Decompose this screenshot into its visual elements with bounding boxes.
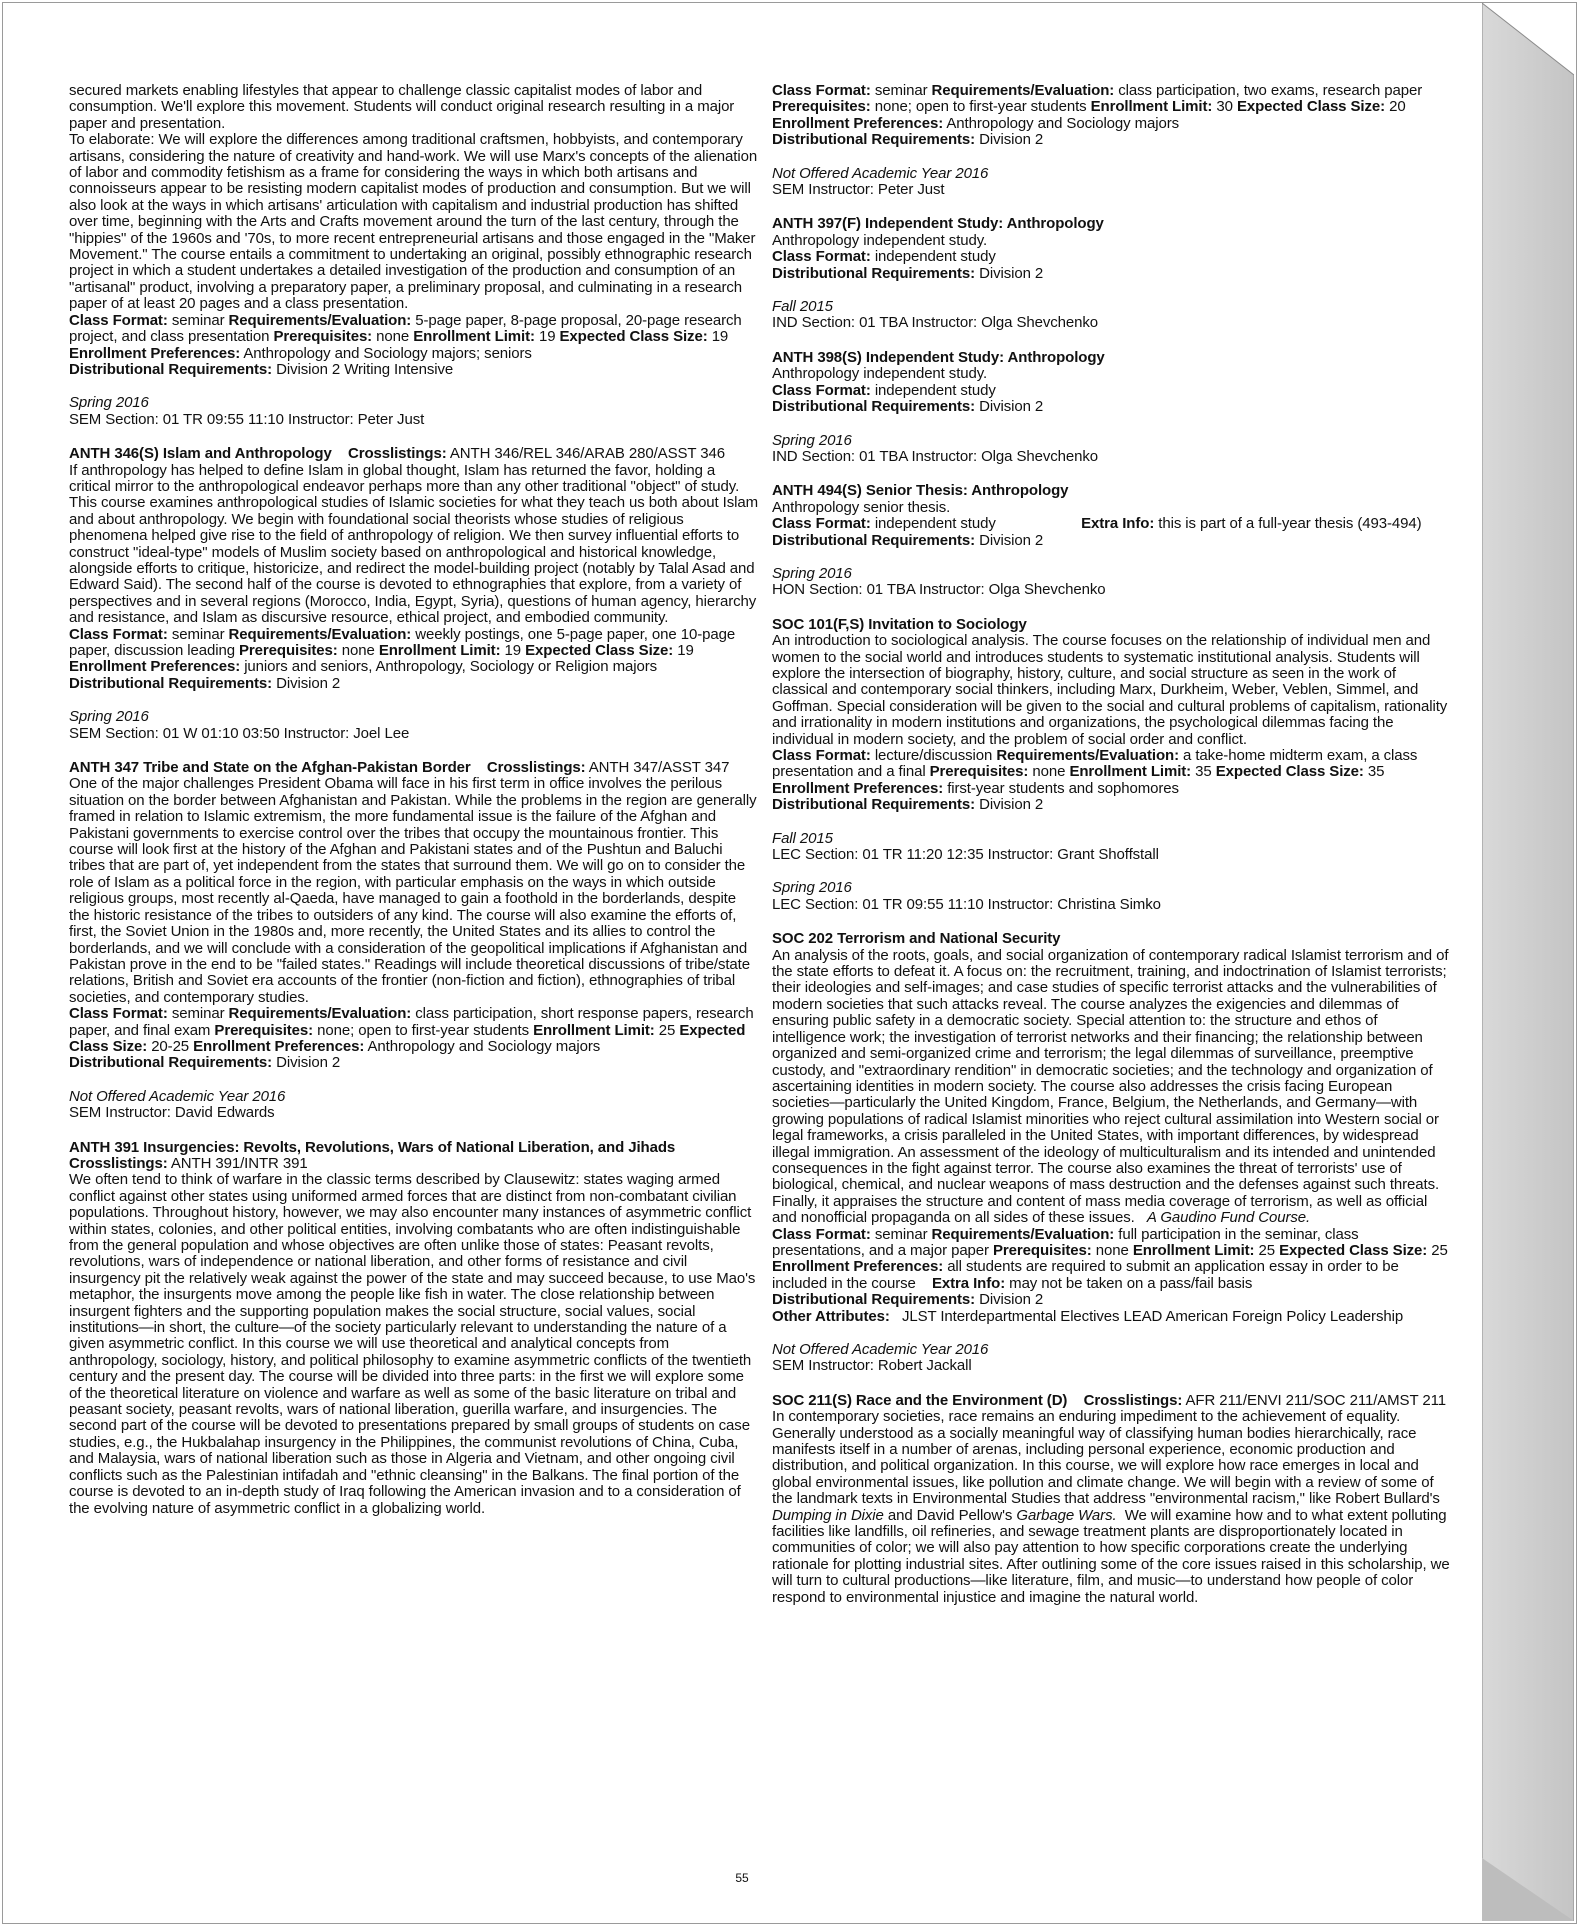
course-details (772, 1227, 1450, 1293)
section-info: SEM Section: 01 TR 09:55 11:10 Instructor: Peter Just (69, 410, 425, 428)
distribution-line (69, 362, 759, 378)
course-heading-crosslistings (69, 1156, 759, 1172)
requirements-value: 5-page paper, 8-page proposal, 20-page research project, and class presentation (69, 311, 742, 346)
prerequisites-value: none (341, 642, 375, 659)
section-info: HON Section: 01 TBA Instructor: Olga Shevchenko (772, 581, 1106, 599)
distribution-line (772, 1292, 1450, 1308)
course-title: ANTH 347 Tribe and State on the Afghan-Pakistan Border (69, 759, 471, 777)
class-format-line (772, 383, 1450, 399)
section-info: SEM Instructor: Robert Jackall (772, 1357, 972, 1375)
term: Spring 2016 (772, 431, 852, 449)
enrollment-prefs-value: all students are required to submit an application essay in order to be included in the course (772, 1258, 1399, 1292)
requirements-value: weekly postings, one 5-page paper, one 10-page paper, discussion leading (69, 625, 736, 659)
course-title: ANTH 494(S) Senior Thesis: Anthropology (772, 482, 1069, 500)
prerequisites-label: Prerequisites: (929, 763, 1029, 781)
course-entry-soc-202 (772, 931, 1450, 1375)
expected-size-label: Expected Class Size: (1279, 1241, 1428, 1259)
expected-size-label: Expected Class Size: (69, 1021, 746, 1055)
document-page (3, 3, 1481, 1919)
term: Fall 2015 (772, 829, 833, 847)
crosslistings-value: ANTH 346/REL 346/ARAB 280/ASST 346 (449, 445, 725, 463)
class-format-value: independent study (874, 381, 996, 399)
prerequisites-label: Prerequisites: (239, 642, 338, 659)
section-info: IND Section: 01 TBA Instructor: Olga Shevchenko (772, 447, 1099, 465)
extra-info-label: Extra Info: (932, 1274, 1006, 1292)
course-title: SOC 202 Terrorism and National Security (772, 930, 1061, 948)
course-entry-anth-391 (69, 1140, 759, 1517)
prerequisites-label: Prerequisites: (214, 1021, 314, 1039)
page-edge-shading (1482, 3, 1574, 1921)
crosslistings-label: Crosslistings: (348, 445, 447, 463)
page-number: 55 (735, 1871, 749, 1885)
distribution-label: Distributional Requirements: (69, 360, 273, 378)
course-entry-anth-397 (772, 216, 1450, 331)
course-entry-anth-398 (772, 350, 1450, 465)
section-info: SEM Instructor: Peter Just (772, 181, 945, 199)
course-description-part-c: We will examine how and to what extent polluting facilities like landfills, oil refineries, and sewage treatment plants are disproportionately located in communities of color; we will also pay attention to how specific corporations create the underlying rationale for plotting industrial sites. After outlining some of the core issues raised in this scholarship, we will turn to cultural productions—like literature, film, and music—to understand how people of color respond to environmental injustice and imagine the natural world. (772, 1506, 1450, 1606)
class-format-line (772, 249, 1450, 265)
section-info: LEC Section: 01 TR 09:55 11:10 Instructor: Christina Simko (772, 895, 1161, 913)
requirements-label: Requirements/Evaluation: (996, 747, 1179, 764)
course-description: One of the major challenges President Obama will face in his first term in office involves the perilous situation on the border between Afghanistan and Pakistan. While the problems in the region are generally framed in relation to Islamic extremism, the more fundamental issue is the failure of the Afghan and Pakistani governments to exercise control over the tribes that occupy the mountainous frontier. This course will look first at the history of the Afghan and Pakistani states and of the Pushtun and Baluchi tribes that are part of, yet independent from the states that surround them. We will go on to consider the role of Islam as a political force in the region, with particular emphasis on the ways in which outside religious groups, most recently al-Qaeda, have managed to gain a foothold in the borderlands, despite the historic resistance of the tribes to outsiders of any kind. The course will also examine the efforts of, first, the Soviet Union in the 1980s and, more recently, the United States and its allies to control the borderlands, and we will conclude with a consideration of the geopolitical implications if Afghanistan and Pakistan prove in the end to be "failed states." Readings will include theoretical discussions of tribe/state relations, British and Soviet era accounts of the frontier (non-fiction and fiction), ethnographies of tribal societies, and contemporary studies. (69, 775, 757, 1006)
enrollment-prefs-label: Enrollment Preferences: (772, 1258, 944, 1276)
extra-info-value: this is part of a full-year thesis (493-494) (1158, 515, 1422, 533)
enrollment-limit-value: 35 (1195, 763, 1212, 781)
course-description: secured markets enabling lifestyles that appear to challenge classic capitalist modes of labor and consumption. We'll explore this movement. Students will conduct original research resulting in a major paper and presentation. (69, 82, 735, 132)
prerequisites-label: Prerequisites: (273, 328, 373, 346)
left-column (69, 83, 759, 1535)
course-details (772, 83, 1450, 132)
class-format-line (772, 516, 1450, 532)
course-heading (69, 760, 759, 776)
course-description (772, 1409, 1450, 1606)
distribution-line (69, 676, 759, 692)
enrollment-prefs-value: Anthropology and Sociology majors; seniors (243, 344, 532, 362)
course-description-continued: To elaborate: We will explore the differences among traditional craftsmen, hobbyists, and contemporary artisans, considering the nature of creativity and hand-work. We will use Marx's concepts of the alienation of labor and commodity fetishism as a frame for considering the ways in which both artisans and connoisseurs appear to be resisting modern capitalist modes of production and consumption. But we will also look at the ways in which artisans' articulation with capitalism and industrial production has shifted over time, beginning with the Arts and Crafts movement around the turn of the last century, through the "hippies" of the 1960s and '70s, to more recent entrepreneurial artisans and those engaged in the "Maker Movement." The course entails a commitment to undertaking an original, possibly ethnographic research project in which a student undertakes a detailed investigation of the production and consumption of an "artisanal" product, involving a preparatory paper, a preliminary proposal, and culminating in a research paper of at least 20 pages and a class presentation. (69, 131, 758, 313)
crosslistings-label: Crosslistings: (69, 1154, 168, 1172)
enrollment-limit-label: Enrollment Limit: (413, 328, 535, 346)
prerequisites-label: Prerequisites: (772, 98, 871, 116)
term: Fall 2015 (772, 298, 833, 316)
class-format-value: seminar (171, 311, 225, 329)
crosslistings-value: ANTH 347/ASST 347 (588, 759, 730, 777)
section-info: SEM Instructor: David Edwards (69, 1104, 275, 1122)
distribution-label: Distributional Requirements: (772, 531, 976, 549)
enrollment-limit-value: 19 (504, 642, 522, 659)
class-format-value: independent study (874, 515, 996, 533)
prerequisites-value: none (376, 328, 410, 346)
distribution-value: Division 2 (979, 131, 1044, 149)
enrollment-prefs-label: Enrollment Preferences: (193, 1037, 365, 1055)
right-column (772, 83, 1450, 1624)
course-description: Anthropology independent study. (772, 231, 988, 249)
distribution-value: Division 2 (979, 398, 1044, 416)
expected-size-value: 20 (1389, 98, 1406, 116)
enrollment-prefs-label: Enrollment Preferences: (69, 658, 241, 676)
course-entry-soc-101 (772, 617, 1450, 914)
crosslistings-value: AFR 211/ENVI 211/SOC 211/AMST 211 (1185, 1391, 1446, 1409)
class-format-label: Class Format: (772, 82, 871, 99)
extra-info-label: Extra Info: (1081, 515, 1155, 533)
course-title: ANTH 346(S) Islam and Anthropology (69, 445, 332, 463)
section-info: LEC Section: 01 TR 11:20 12:35 Instructor: Grant Shoffstall (772, 846, 1159, 864)
distribution-label: Distributional Requirements: (69, 1054, 273, 1072)
distribution-label: Distributional Requirements: (772, 131, 976, 149)
distribution-label: Distributional Requirements: (69, 674, 273, 692)
distribution-line (772, 797, 1450, 813)
course-title: ANTH 398(S) Independent Study: Anthropology (772, 348, 1105, 366)
class-format-label: Class Format: (69, 625, 168, 643)
course-details (772, 748, 1450, 797)
course-entry-continued (772, 83, 1450, 198)
distribution-line (772, 533, 1450, 549)
class-format-label: Class Format: (69, 311, 168, 329)
expected-size-label: Expected Class Size: (1236, 98, 1386, 116)
expected-size-label: Expected Class Size: (1215, 763, 1364, 781)
term: Spring 2016 (69, 708, 149, 726)
section-info: IND Section: 01 TBA Instructor: Olga Shevchenko (772, 314, 1099, 332)
enrollment-limit-label: Enrollment Limit: (378, 642, 501, 659)
enrollment-limit-label: Enrollment Limit: (1090, 98, 1213, 116)
enrollment-prefs-label: Enrollment Preferences: (772, 779, 944, 797)
class-format-value: seminar (171, 1005, 225, 1023)
distribution-line (69, 1055, 759, 1071)
requirements-label: Requirements/Evaluation: (931, 82, 1115, 99)
class-format-label: Class Format: (772, 747, 871, 764)
term: Not Offered Academic Year 2016 (772, 164, 989, 182)
course-title: ANTH 397(F) Independent Study: Anthropology (772, 215, 1104, 233)
book-title: Dumping in Dixie (772, 1506, 884, 1524)
distribution-line (772, 399, 1450, 415)
course-description: Anthropology senior thesis. (772, 498, 951, 516)
requirements-value: class participation, short response papers, research paper, and final exam (69, 1005, 754, 1039)
course-description (772, 948, 1450, 1227)
distribution-label: Distributional Requirements: (772, 264, 976, 282)
course-description-text: An analysis of the roots, goals, and social organization of contemporary radical Islamist terrorism and of the state efforts to defeat it. A focus on: the recruitment, training, and indoctrination of Islamist terrorists; their ideologies and self-images; and case studies of specific terrorist attacks and the vulnerabilities of modern societies that such attacks reveal. The course analyzes the exigencies and dilemmas of ensuring public safety in a democratic society. Special attention to: the structure and ethos of intelligence work; the investigation of terrorist networks and their financing; the relationship between organized and semi-organized crime and terrorism; the legal dilemmas of surveillance, preemptive custody, and "extraordinary rendition" in democratic societies; and the technology and organization of ascertaining identities in modern society. The course also addresses the crisis facing European societies—particularly the United Kingdom, France, Belgium, the Netherlands, and Germany—with growing populations of radical Islamist minorities who reject cultural assimilation into Western social or legal frameworks, a crisis paralleled in the United States, with important differences, by widespread illegal immigration. An assessment of the ideology of multiculturalism and its intended and unintended consequences in the fight against terror. The course also examines the threat of terrorists' use of biological, chemical, and nuclear weapons of mass destruction and the defenses against such threats. Finally, it appraises the structure and content of mass media coverage of terrorism, as well as official and nonofficial propaganda on all sides of these issues. (772, 946, 1449, 1227)
term: Spring 2016 (772, 564, 852, 582)
enrollment-prefs-value: Anthropology and Sociology majors (946, 114, 1180, 132)
other-attributes-value: JLST Interdepartmental Electives LEAD American Foreign Policy Leadership (901, 1307, 1404, 1325)
crosslistings-label: Crosslistings: (1083, 1391, 1183, 1409)
expected-size-value: 19 (711, 328, 729, 346)
course-description-part-a: In contemporary societies, race remains an enduring impediment to the achievement of equality. Generally understood as a socially meaningful way of classifying human bodies hierarchically, race manifests itself in a number of arenas, including personal experience, economic production and distribution, and political organization. In this course, we will explore how race emerges in local and global environmental issues, like pollution and climate change. We will begin with a review of some of the landmark texts in Environmental Studies that address "environmental racism," like Robert Bullard's (772, 1408, 1440, 1508)
prerequisites-value: none (1032, 763, 1066, 781)
expected-size-value: 25 (1431, 1241, 1448, 1259)
crosslistings-label: Crosslistings: (486, 759, 586, 777)
other-attributes-line (772, 1309, 1450, 1325)
distribution-value: Division 2 Writing Intensive (276, 360, 454, 378)
prerequisites-value: none; open to first-year students (317, 1021, 529, 1039)
course-entry-continued (69, 83, 759, 428)
course-entry-soc-211 (772, 1393, 1450, 1606)
enrollment-limit-value: 30 (1216, 98, 1233, 116)
course-details (69, 1006, 759, 1055)
requirements-label: Requirements/Evaluation: (228, 311, 412, 329)
requirements-label: Requirements/Evaluation: (228, 1005, 412, 1023)
prerequisites-value: none; open to first-year students (874, 98, 1087, 116)
enrollment-limit-value: 19 (538, 328, 556, 346)
requirements-value: class participation, two exams, research paper (1118, 82, 1423, 99)
course-entry-anth-494 (772, 483, 1450, 598)
course-title: SOC 211(S) Race and the Environment (D) (772, 1391, 1068, 1409)
class-format-label: Class Format: (772, 248, 871, 266)
term: Spring 2016 (772, 879, 852, 897)
section-info: SEM Section: 01 W 01:10 03:50 Instructor: Joel Lee (69, 724, 410, 742)
term: Not Offered Academic Year 2016 (69, 1087, 286, 1105)
distribution-value: Division 2 (979, 1291, 1044, 1309)
class-format-value: seminar (874, 82, 928, 99)
course-description-note: A Gaudino Fund Course. (1146, 1209, 1311, 1227)
course-description-part-b: and David Pellow's (887, 1506, 1013, 1524)
class-format-value: lecture/discussion (874, 747, 993, 764)
course-entry-anth-346 (69, 446, 759, 742)
extra-info-value: may not be taken on a pass/fail basis (1009, 1274, 1253, 1292)
enrollment-limit-label: Enrollment Limit: (1069, 763, 1192, 781)
term: Spring 2016 (69, 394, 149, 412)
course-details (69, 313, 759, 362)
class-format-label: Class Format: (772, 1225, 871, 1243)
enrollment-prefs-value: Anthropology and Sociology majors (367, 1037, 601, 1055)
class-format-value: independent study (874, 248, 996, 266)
course-description: If anthropology has helped to define Islam in global thought, Islam has returned the favor, holding a critical mirror to the anthropological endeavor perhaps more than any other traditional "object" of study. This course examines anthropological studies of Islamic societies for what they teach us both about Islam and about anthropology. We begin with foundational social theorists whose studies of religious phenomena helped give rise to the field of anthropology of religion. We then survey influential efforts to construct "ideal-type" models of Muslim society based on anthropological and historical knowledge, alongside efforts to critique, historicize, and redirect the model-building project (notably by Talal Asad and Edward Said). The second half of the course is devoted to ethnographies that explore, from a variety of perspectives and in several regions (Morocco, India, Egypt, Syria), questions of human agency, hierarchy and resistance, and Islam as discursive resource, ethical project, and embodied community. (69, 461, 759, 627)
requirements-value: full participation in the seminar, class presentations, and a major paper (772, 1225, 1359, 1259)
distribution-line (772, 266, 1450, 282)
course-description: Anthropology independent study. (772, 365, 988, 383)
enrollment-limit-label: Enrollment Limit: (1132, 1241, 1255, 1259)
expected-size-value: 20-25 (151, 1037, 190, 1055)
enrollment-limit-label: Enrollment Limit: (533, 1021, 655, 1039)
requirements-label: Requirements/Evaluation: (931, 1225, 1115, 1243)
requirements-label: Requirements/Evaluation: (228, 625, 412, 643)
course-heading (69, 446, 759, 462)
distribution-value: Division 2 (979, 531, 1044, 549)
course-description: An introduction to sociological analysis. The course focuses on the relationship of individual men and women to the social world and introduces students to systematic institutional analysis. Students will explore the intersection of biography, history, culture, and social structure as seen in the work of classical and contemporary social thinkers, including Marx, Durkheim, Weber, Veblen, Simmel, and Goffman. Special consideration will be given to the social and cultural problems of capitalism, rationality and irrationality in modern institutions and organizations, the psychological dilemmas facing the individual in modern society, and the problem of social order and conflict. (772, 632, 1448, 748)
course-details (69, 627, 759, 676)
prerequisites-label: Prerequisites: (993, 1241, 1092, 1259)
expected-size-value: 19 (677, 642, 694, 659)
course-title: ANTH 391 Insurgencies: Revolts, Revolutions, Wars of National Liberation, and Jihads (69, 1138, 676, 1156)
enrollment-limit-value: 25 (1258, 1241, 1276, 1259)
enrollment-prefs-value: first-year students and sophomores (947, 779, 1179, 797)
expected-size-label: Expected Class Size: (559, 328, 708, 346)
book-title: Garbage Wars. (1016, 1506, 1117, 1524)
enrollment-prefs-label: Enrollment Preferences: (772, 114, 944, 132)
expected-size-value: 35 (1367, 763, 1385, 781)
other-attributes-label: Other Attributes: (772, 1307, 890, 1325)
prerequisites-value: none (1095, 1241, 1129, 1259)
distribution-value: Division 2 (979, 264, 1044, 282)
requirements-value: a take-home midterm exam, a class presentation and a final (772, 747, 1418, 781)
crosslistings-value: ANTH 391/INTR 391 (170, 1154, 308, 1172)
class-format-value: seminar (171, 625, 225, 643)
enrollment-limit-value: 25 (658, 1021, 676, 1039)
distribution-label: Distributional Requirements: (772, 1291, 976, 1309)
distribution-value: Division 2 (979, 796, 1044, 814)
class-format-label: Class Format: (772, 515, 871, 533)
course-entry-anth-347 (69, 760, 759, 1122)
class-format-label: Class Format: (69, 1005, 168, 1023)
expected-size-label: Expected Class Size: (525, 642, 674, 659)
distribution-value: Division 2 (276, 1054, 341, 1072)
course-description: We often tend to think of warfare in the classic terms described by Clausewitz: states waging armed conflict against other states using uniformed armed forces that are distinct from non-combatant civilian populations. Throughout history, however, we may also encounter many instances of asymmetric conflict within states, colonies, and other political entities, involving combatants who are often indistinguishable from the general population and whose objectives are often unlike those of states: Peasant revolts, revolutions, wars of independence or national liberation, and other forms of resistance and civil insurgency pit the relatively weak against the power of the state and may succeed because, to use Mao's metaphor, the insurgents move among the people like fish in water. The close relationship between insurgent fighters and the supporting population makes the social structure, social values, social institutions—in short, the culture—of the society particularly relevant to understanding the nature of a given asymmetric conflict. In this course we will use theoretical and analytical concepts from anthropology, sociology, history, and political philosophy to examine asymmetric conflicts of the twentieth century and the present day. The course will be divided into three parts: in the first we will explore some of the theoretical literature on violence and warfare as well as some of the basic literature on tribal and peasant society, peasant revolts, wars of national liberation, guerilla warfare, and insurgencies. The second part of the course will be devoted to presentations prepared by small groups of students on case studies, e.g., the Hukbalahap insurgency in the Philippines, the communist revolutions of China, Cuba, and Malaysia, wars of national liberation such as those in Algeria and Vietnam, and other ongoing civil conflicts such as the Palestinian intifadah and "ethnic cleansing" in the Balkans. The final portion of the course is devoted to an in-depth study of Iraq following the American invasion and to a consideration of the evolving nature of asymmetric conflict in a globalizing world. (69, 1171, 756, 1517)
course-title: SOC 101(F,S) Invitation to Sociology (772, 615, 1027, 633)
course-heading (772, 1393, 1450, 1409)
enrollment-prefs-value: juniors and seniors, Anthropology, Sociology or Religion majors (244, 658, 658, 676)
term: Not Offered Academic Year 2016 (772, 1341, 989, 1358)
distribution-label: Distributional Requirements: (772, 796, 976, 814)
distribution-label: Distributional Requirements: (772, 398, 976, 416)
distribution-value: Division 2 (276, 674, 341, 692)
class-format-label: Class Format: (772, 381, 871, 399)
class-format-value: seminar (874, 1225, 928, 1243)
enrollment-prefs-label: Enrollment Preferences: (69, 344, 241, 362)
distribution-line (772, 132, 1450, 148)
